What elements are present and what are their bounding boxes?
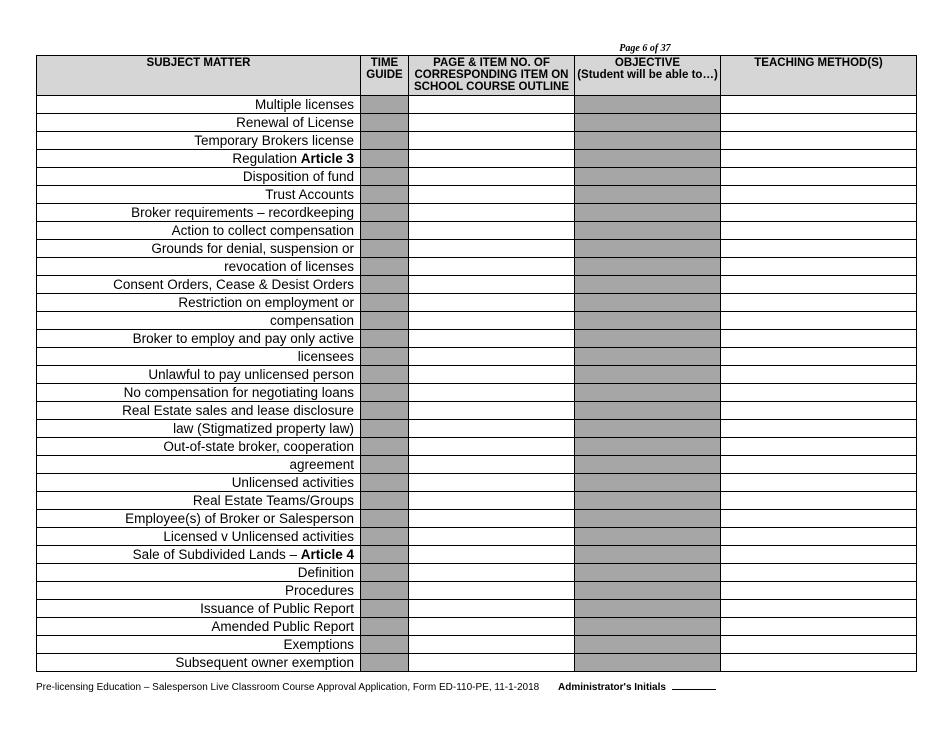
teaching-method-cell[interactable] (721, 546, 917, 564)
table-row (37, 150, 917, 168)
teaching-method-cell[interactable] (721, 330, 917, 348)
table-row (37, 330, 917, 348)
table-row (37, 564, 917, 582)
teaching-method-cell[interactable] (721, 96, 917, 114)
subject-matter-article: Article 3 (300, 151, 354, 166)
table-row (37, 384, 917, 402)
objective-cell (575, 402, 721, 420)
page-item-cell[interactable] (409, 564, 575, 582)
objective-cell (575, 132, 721, 150)
table-row (37, 276, 917, 294)
subject-matter-cell (37, 528, 361, 546)
table-row (37, 114, 917, 132)
objective-cell (575, 420, 721, 438)
subject-matter-text: Amended Public Report (211, 619, 354, 634)
subject-matter-text: Definition (297, 565, 354, 580)
teaching-method-cell[interactable] (721, 402, 917, 420)
page-item-cell[interactable] (409, 474, 575, 492)
teaching-method-cell[interactable] (721, 492, 917, 510)
subject-matter-text: revocation of licenses (224, 259, 354, 274)
table-row (37, 582, 917, 600)
objective-cell (575, 654, 721, 672)
subject-matter-text: Renewal of License (236, 115, 354, 130)
subject-matter-cell (37, 402, 361, 420)
table-header-row (37, 56, 917, 96)
subject-matter-cell (37, 600, 361, 618)
page-item-cell[interactable] (409, 636, 575, 654)
subject-matter-cell (37, 510, 361, 528)
subject-matter-text: Procedures (284, 583, 354, 598)
time-guide-cell (361, 96, 409, 114)
time-guide-cell (361, 600, 409, 618)
subject-matter-cell (37, 330, 361, 348)
objective-cell (575, 438, 721, 456)
subject-matter-cell (37, 636, 361, 654)
table-row (37, 132, 917, 150)
subject-matter-article: Article 4 (300, 547, 354, 562)
table-row (37, 546, 917, 564)
subject-matter-cell (37, 150, 361, 168)
objective-cell (575, 276, 721, 294)
time-guide-cell (361, 492, 409, 510)
objective-cell (575, 240, 721, 258)
teaching-method-cell[interactable] (721, 258, 917, 276)
time-guide-cell (361, 132, 409, 150)
page-item-cell[interactable] (409, 600, 575, 618)
subject-matter-cell (37, 276, 361, 294)
page-item-cell[interactable] (409, 528, 575, 546)
header-objective-line-2: (Student will be able to…) (577, 69, 718, 81)
header-page-item (409, 56, 575, 96)
time-guide-cell (361, 150, 409, 168)
subject-matter-cell (37, 312, 361, 330)
subject-matter-cell (37, 564, 361, 582)
time-guide-cell (361, 402, 409, 420)
teaching-method-cell[interactable] (721, 366, 917, 384)
subject-matter-cell (37, 348, 361, 366)
subject-matter-cell (37, 132, 361, 150)
subject-matter-cell (37, 114, 361, 132)
time-guide-cell (361, 636, 409, 654)
page-item-cell[interactable] (409, 384, 575, 402)
teaching-method-cell[interactable] (721, 636, 917, 654)
time-guide-cell (361, 168, 409, 186)
subject-matter-cell (37, 186, 361, 204)
time-guide-cell (361, 348, 409, 366)
objective-cell (575, 294, 721, 312)
page-item-cell[interactable] (409, 420, 575, 438)
teaching-method-cell[interactable] (721, 564, 917, 582)
time-guide-cell (361, 114, 409, 132)
objective-cell (575, 312, 721, 330)
table-row (37, 528, 917, 546)
subject-matter-text: Out-of-state broker, cooperation (163, 439, 354, 454)
header-guide-line: GUIDE (366, 69, 403, 81)
objective-cell (575, 564, 721, 582)
page-item-cell[interactable] (409, 492, 575, 510)
table-row (37, 420, 917, 438)
table-row (37, 366, 917, 384)
teaching-method-cell[interactable] (721, 438, 917, 456)
page-item-cell[interactable] (409, 330, 575, 348)
objective-cell (575, 204, 721, 222)
header-page-line-1: PAGE & ITEM NO. OF (433, 57, 550, 69)
time-guide-cell (361, 204, 409, 222)
subject-matter-text: Action to collect compensation (171, 223, 354, 238)
teaching-method-cell[interactable] (721, 600, 917, 618)
objective-cell (575, 546, 721, 564)
page-item-cell[interactable] (409, 276, 575, 294)
objective-cell (575, 600, 721, 618)
page-item-cell[interactable] (409, 168, 575, 186)
subject-matter-cell (37, 582, 361, 600)
time-guide-cell (361, 582, 409, 600)
teaching-method-cell[interactable] (721, 204, 917, 222)
header-time-guide (361, 56, 409, 96)
time-guide-cell (361, 510, 409, 528)
subject-matter-text: No compensation for negotiating loans (123, 385, 354, 400)
teaching-method-cell[interactable] (721, 654, 917, 672)
subject-matter-cell (37, 222, 361, 240)
table-row (37, 654, 917, 672)
objective-cell (575, 366, 721, 384)
page-item-cell[interactable] (409, 618, 575, 636)
subject-matter-text: Issuance of Public Report (200, 601, 354, 616)
subject-matter-cell (37, 654, 361, 672)
teaching-method-cell[interactable] (721, 528, 917, 546)
page-item-cell[interactable] (409, 438, 575, 456)
time-guide-cell (361, 366, 409, 384)
objective-cell (575, 456, 721, 474)
subject-matter-text: Multiple licenses (254, 97, 354, 112)
time-guide-cell (361, 276, 409, 294)
table-row (37, 96, 917, 114)
table-row (37, 510, 917, 528)
subject-matter-text: Temporary Brokers license (194, 133, 354, 148)
page-item-cell[interactable] (409, 240, 575, 258)
footer-form-text: Pre-licensing Education – Salesperson Live Classroom Course Approval Application, Form ED-110-PE, 11-1-2018 (36, 682, 540, 693)
objective-cell (575, 582, 721, 600)
objective-cell (575, 636, 721, 654)
time-guide-cell (361, 618, 409, 636)
table-body (37, 96, 917, 672)
objective-cell (575, 168, 721, 186)
page-item-cell[interactable] (409, 222, 575, 240)
subject-matter-cell (37, 420, 361, 438)
objective-cell (575, 222, 721, 240)
subject-matter-text: Subsequent owner exemption (175, 655, 354, 670)
subject-matter-text: Real Estate sales and lease disclosure (122, 403, 354, 418)
teaching-method-cell[interactable] (721, 456, 917, 474)
subject-matter-text: Grounds for denial, suspension or (151, 241, 354, 256)
header-time-line: TIME (370, 57, 399, 69)
administrator-initials-field[interactable] (672, 680, 716, 690)
subject-matter-text: agreement (289, 457, 354, 472)
header-subject-matter: SUBJECT MATTER (37, 56, 361, 96)
subject-matter-text: Exemptions (283, 637, 354, 652)
table-row (37, 240, 917, 258)
page-item-cell[interactable] (409, 150, 575, 168)
subject-matter-cell (37, 456, 361, 474)
subject-matter-text: Unlawful to pay unlicensed person (148, 367, 354, 382)
subject-matter-cell (37, 438, 361, 456)
table-row (37, 222, 917, 240)
table-row (37, 348, 917, 366)
table-row (37, 402, 917, 420)
teaching-method-cell[interactable] (721, 474, 917, 492)
page-item-cell[interactable] (409, 114, 575, 132)
teaching-method-cell[interactable] (721, 276, 917, 294)
teaching-method-cell[interactable] (721, 348, 917, 366)
subject-matter-cell (37, 240, 361, 258)
time-guide-cell (361, 546, 409, 564)
header-objective (575, 56, 721, 96)
objective-cell (575, 528, 721, 546)
footer (36, 680, 716, 693)
teaching-method-cell[interactable] (721, 132, 917, 150)
subject-matter-text: Consent Orders, Cease & Desist Orders (113, 277, 354, 292)
subject-matter-text: licensees (297, 349, 354, 364)
subject-matter-cell (37, 492, 361, 510)
page-item-cell[interactable] (409, 582, 575, 600)
page-item-cell[interactable] (409, 402, 575, 420)
time-guide-cell (361, 384, 409, 402)
page-item-cell[interactable] (409, 294, 575, 312)
subject-matter-text: Sale of Subdivided Lands – (132, 547, 301, 562)
subject-matter-text: law (Stigmatized property law) (173, 421, 354, 436)
administrator-initials-label: Administrator's Initials (558, 682, 666, 693)
page-item-cell[interactable] (409, 204, 575, 222)
subject-matter-text: Disposition of fund (242, 169, 354, 184)
objective-cell (575, 618, 721, 636)
objective-cell (575, 474, 721, 492)
time-guide-cell (361, 654, 409, 672)
table-row (37, 258, 917, 276)
page-item-cell[interactable] (409, 366, 575, 384)
time-guide-cell (361, 474, 409, 492)
subject-matter-text: Broker to employ and pay only active (132, 331, 354, 346)
subject-matter-cell (37, 258, 361, 276)
subject-matter-text: compensation (269, 313, 354, 328)
time-guide-cell (361, 240, 409, 258)
table-row (37, 294, 917, 312)
page-item-cell[interactable] (409, 258, 575, 276)
table-row (37, 312, 917, 330)
teaching-method-cell[interactable] (721, 222, 917, 240)
time-guide-cell (361, 528, 409, 546)
time-guide-cell (361, 312, 409, 330)
subject-matter-text: Trust Accounts (265, 187, 354, 202)
table-row (37, 438, 917, 456)
subject-matter-cell (37, 96, 361, 114)
teaching-method-cell[interactable] (721, 510, 917, 528)
time-guide-cell (361, 438, 409, 456)
subject-matter-cell (37, 618, 361, 636)
time-guide-cell (361, 294, 409, 312)
subject-matter-text: Unlicensed activities (231, 475, 354, 490)
subject-matter-cell (37, 366, 361, 384)
objective-cell (575, 492, 721, 510)
time-guide-cell (361, 420, 409, 438)
table-row (37, 618, 917, 636)
subject-matter-text: Regulation (232, 151, 301, 166)
header-teaching-methods: TEACHING METHOD(S) (721, 56, 917, 96)
teaching-method-cell[interactable] (721, 582, 917, 600)
objective-cell (575, 258, 721, 276)
subject-matter-cell (37, 204, 361, 222)
course-outline-table (36, 55, 917, 672)
page-item-cell[interactable] (409, 312, 575, 330)
page-number: Page 6 of 37 (619, 43, 671, 54)
page-item-cell[interactable] (409, 456, 575, 474)
header-page-line-3: SCHOOL COURSE OUTLINE (413, 81, 570, 93)
time-guide-cell (361, 258, 409, 276)
subject-matter-cell (37, 168, 361, 186)
teaching-method-cell[interactable] (721, 294, 917, 312)
time-guide-cell (361, 186, 409, 204)
teaching-method-cell[interactable] (721, 618, 917, 636)
objective-cell (575, 150, 721, 168)
objective-cell (575, 348, 721, 366)
subject-matter-cell (37, 294, 361, 312)
teaching-method-cell[interactable] (721, 114, 917, 132)
subject-matter-text: Employee(s) of Broker or Salesperson (125, 511, 354, 526)
page-item-cell[interactable] (409, 186, 575, 204)
objective-cell (575, 114, 721, 132)
page-item-cell[interactable] (409, 348, 575, 366)
objective-cell (575, 384, 721, 402)
table-row (37, 186, 917, 204)
time-guide-cell (361, 456, 409, 474)
table-row (37, 474, 917, 492)
table-row (37, 492, 917, 510)
time-guide-cell (361, 222, 409, 240)
page-item-cell[interactable] (409, 654, 575, 672)
subject-matter-text: Licensed v Unlicensed activities (163, 529, 354, 544)
objective-cell (575, 96, 721, 114)
teaching-method-cell[interactable] (721, 186, 917, 204)
subject-matter-text: Real Estate Teams/Groups (192, 493, 354, 508)
header-page-line-2: CORRESPONDING ITEM ON (414, 69, 569, 81)
teaching-method-cell[interactable] (721, 240, 917, 258)
page-item-cell[interactable] (409, 510, 575, 528)
page-item-cell[interactable] (409, 132, 575, 150)
table-row (37, 600, 917, 618)
table-row (37, 456, 917, 474)
table-row (37, 168, 917, 186)
table-row (37, 636, 917, 654)
teaching-method-cell[interactable] (721, 384, 917, 402)
teaching-method-cell[interactable] (721, 150, 917, 168)
time-guide-cell (361, 330, 409, 348)
objective-cell (575, 510, 721, 528)
page-item-cell[interactable] (409, 546, 575, 564)
teaching-method-cell[interactable] (721, 420, 917, 438)
subject-matter-cell (37, 474, 361, 492)
table-row (37, 204, 917, 222)
subject-matter-text: Restriction on employment or (178, 295, 354, 310)
page-item-cell[interactable] (409, 96, 575, 114)
header-objective-line-1: OBJECTIVE (614, 57, 681, 69)
objective-cell (575, 330, 721, 348)
subject-matter-cell (37, 546, 361, 564)
teaching-method-cell[interactable] (721, 312, 917, 330)
subject-matter-text: Broker requirements – recordkeeping (131, 205, 354, 220)
teaching-method-cell[interactable] (721, 168, 917, 186)
time-guide-cell (361, 564, 409, 582)
objective-cell (575, 186, 721, 204)
subject-matter-cell (37, 384, 361, 402)
